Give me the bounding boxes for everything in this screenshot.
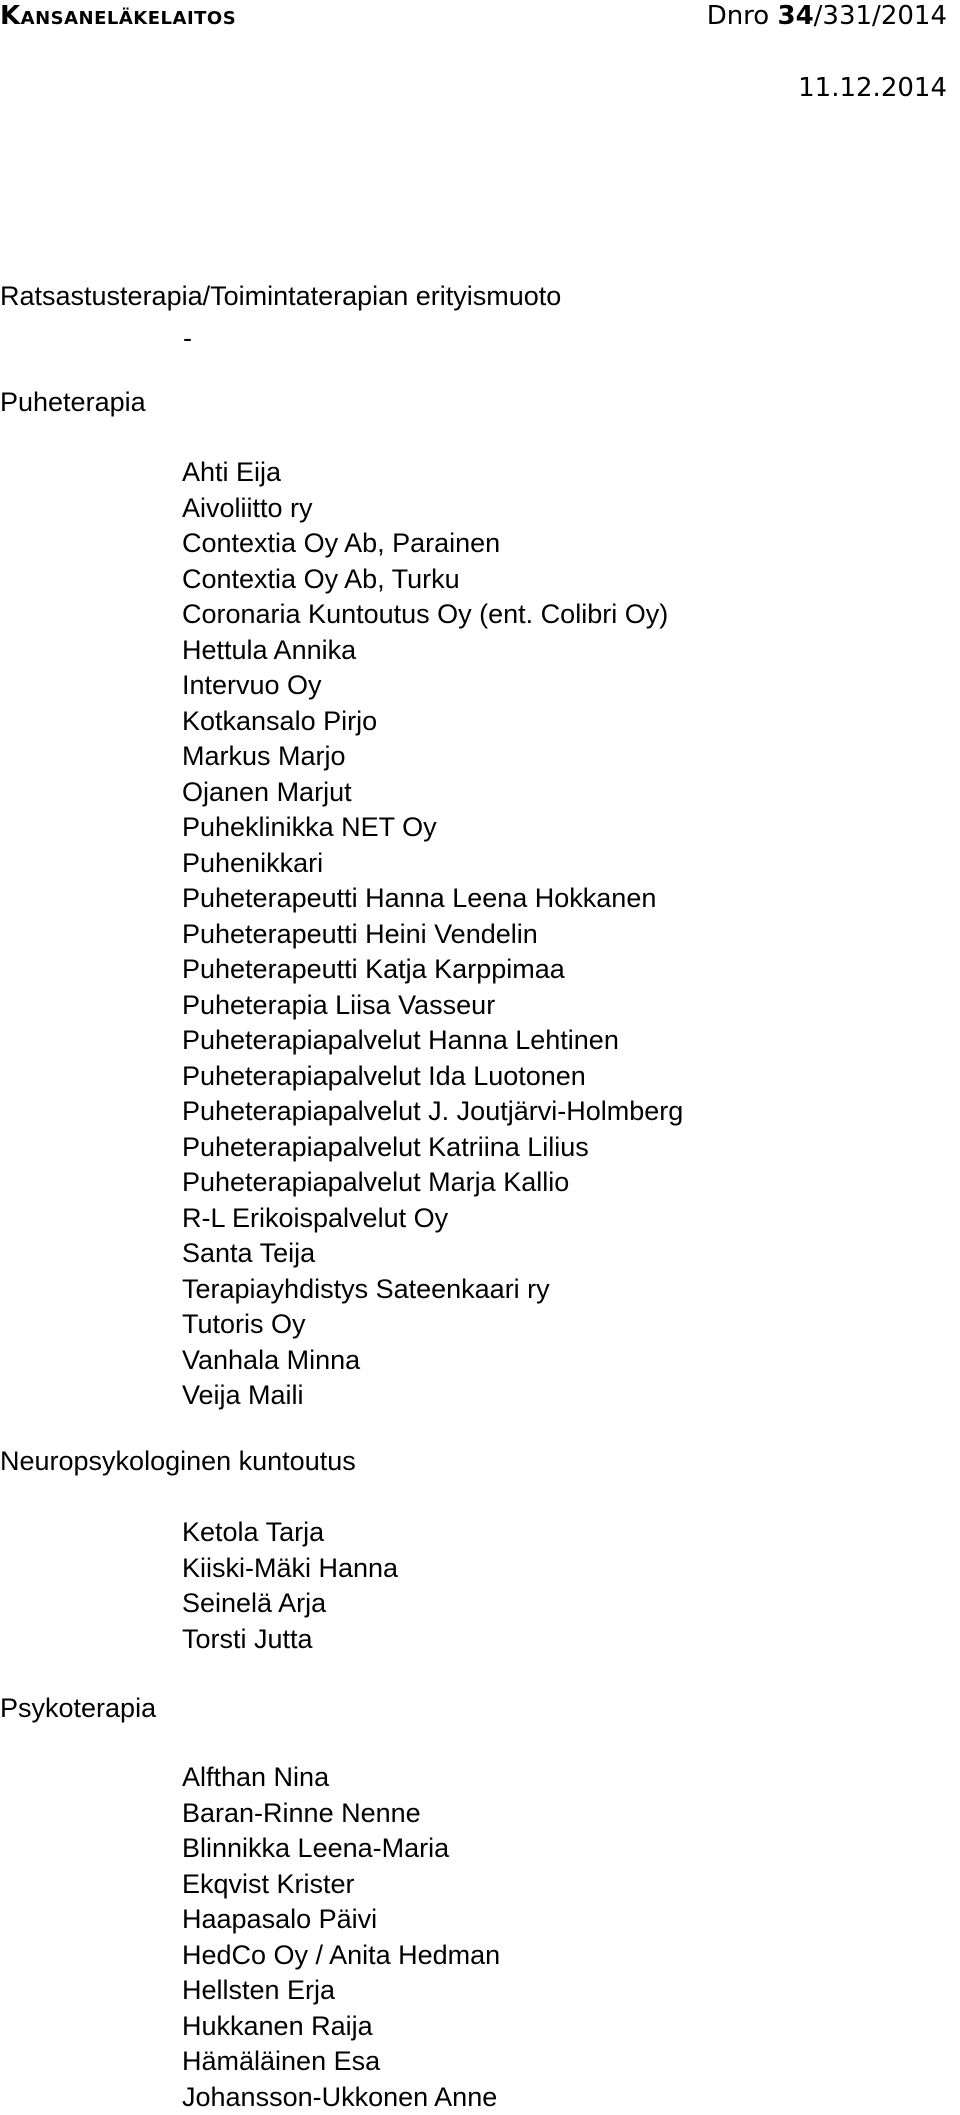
list-item: Tutoris Oy — [182, 1307, 683, 1343]
section-title-psykoterapia: Psykoterapia — [0, 1692, 156, 1724]
list-item: Puheklinikka NET Oy — [182, 810, 683, 846]
list-item: Seinelä Arja — [182, 1586, 398, 1622]
list-item: Puheterapiapalvelut J. Joutjärvi-Holmberg — [182, 1094, 683, 1130]
list-item: Haapasalo Päivi — [182, 1902, 500, 1938]
list-item: Johansson-Ukkonen Anne — [182, 2080, 500, 2115]
list-item: Puheterapiapalvelut Ida Luotonen — [182, 1059, 683, 1095]
list-item: Kiiski-Mäki Hanna — [182, 1551, 398, 1587]
organization-name: Kansaneläkelaitos — [0, 0, 236, 32]
list-item: Puheterapiapalvelut Katriina Lilius — [182, 1130, 683, 1166]
list-item: Hellsten Erja — [182, 1973, 500, 2009]
list-item: Contextia Oy Ab, Parainen — [182, 526, 683, 562]
section-title-neuropsykologinen: Neuropsykologinen kuntoutus — [0, 1445, 356, 1477]
document-date: 11.12.2014 — [798, 72, 947, 104]
list-item: Blinnikka Leena-Maria — [182, 1831, 500, 1867]
list-item: Puheterapeutti Hanna Leena Hokkanen — [182, 881, 683, 917]
provider-list-neuropsykologinen — [182, 1515, 398, 1657]
list-item: Aivoliitto ry — [182, 491, 683, 527]
dnro-number: 34 — [777, 1, 813, 31]
list-item: Puheterapiapalvelut Marja Kallio — [182, 1165, 683, 1201]
provider-list-puheterapia — [182, 455, 683, 1414]
list-item: Hämäläinen Esa — [182, 2044, 500, 2080]
list-item: Puheterapeutti Katja Karppimaa — [182, 952, 683, 988]
dnro-prefix: Dnro — [707, 1, 778, 31]
list-item: Intervuo Oy — [182, 668, 683, 704]
section-title-ratsastusterapia: Ratsastusterapia/Toimintaterapian erityismuoto — [0, 280, 561, 312]
list-item: Ekqvist Krister — [182, 1867, 500, 1903]
list-item: Veija Maili — [182, 1378, 683, 1414]
document-header — [0, 0, 960, 110]
list-item: Baran-Rinne Nenne — [182, 1796, 500, 1832]
list-item: HedCo Oy / Anita Hedman — [182, 1938, 500, 1974]
list-item: Hukkanen Raija — [182, 2009, 500, 2045]
list-item: Markus Marjo — [182, 739, 683, 775]
section-title-puheterapia: Puheterapia — [0, 386, 146, 418]
list-item: R-L Erikoispalvelut Oy — [182, 1201, 683, 1237]
list-item: Ketola Tarja — [182, 1515, 398, 1551]
list-item: Kotkansalo Pirjo — [182, 704, 683, 740]
list-item: Ojanen Marjut — [182, 775, 683, 811]
list-item: Puheterapia Liisa Vasseur — [182, 988, 683, 1024]
document-number — [707, 0, 947, 32]
list-item: Coronaria Kuntoutus Oy (ent. Colibri Oy) — [182, 597, 683, 633]
dnro-suffix: /331/2014 — [814, 1, 947, 31]
section-empty-placeholder: - — [183, 322, 192, 354]
list-item: Santa Teija — [182, 1236, 683, 1272]
list-item: Torsti Jutta — [182, 1622, 398, 1658]
list-item: Puheterapiapalvelut Hanna Lehtinen — [182, 1023, 683, 1059]
list-item: Ahti Eija — [182, 455, 683, 491]
list-item: Puhenikkari — [182, 846, 683, 882]
list-item: Hettula Annika — [182, 633, 683, 669]
list-item: Contextia Oy Ab, Turku — [182, 562, 683, 598]
list-item: Puheterapeutti Heini Vendelin — [182, 917, 683, 953]
list-item: Alfthan Nina — [182, 1760, 500, 1796]
list-item: Vanhala Minna — [182, 1343, 683, 1379]
provider-list-psykoterapia — [182, 1760, 500, 2115]
list-item: Terapiayhdistys Sateenkaari ry — [182, 1272, 683, 1308]
